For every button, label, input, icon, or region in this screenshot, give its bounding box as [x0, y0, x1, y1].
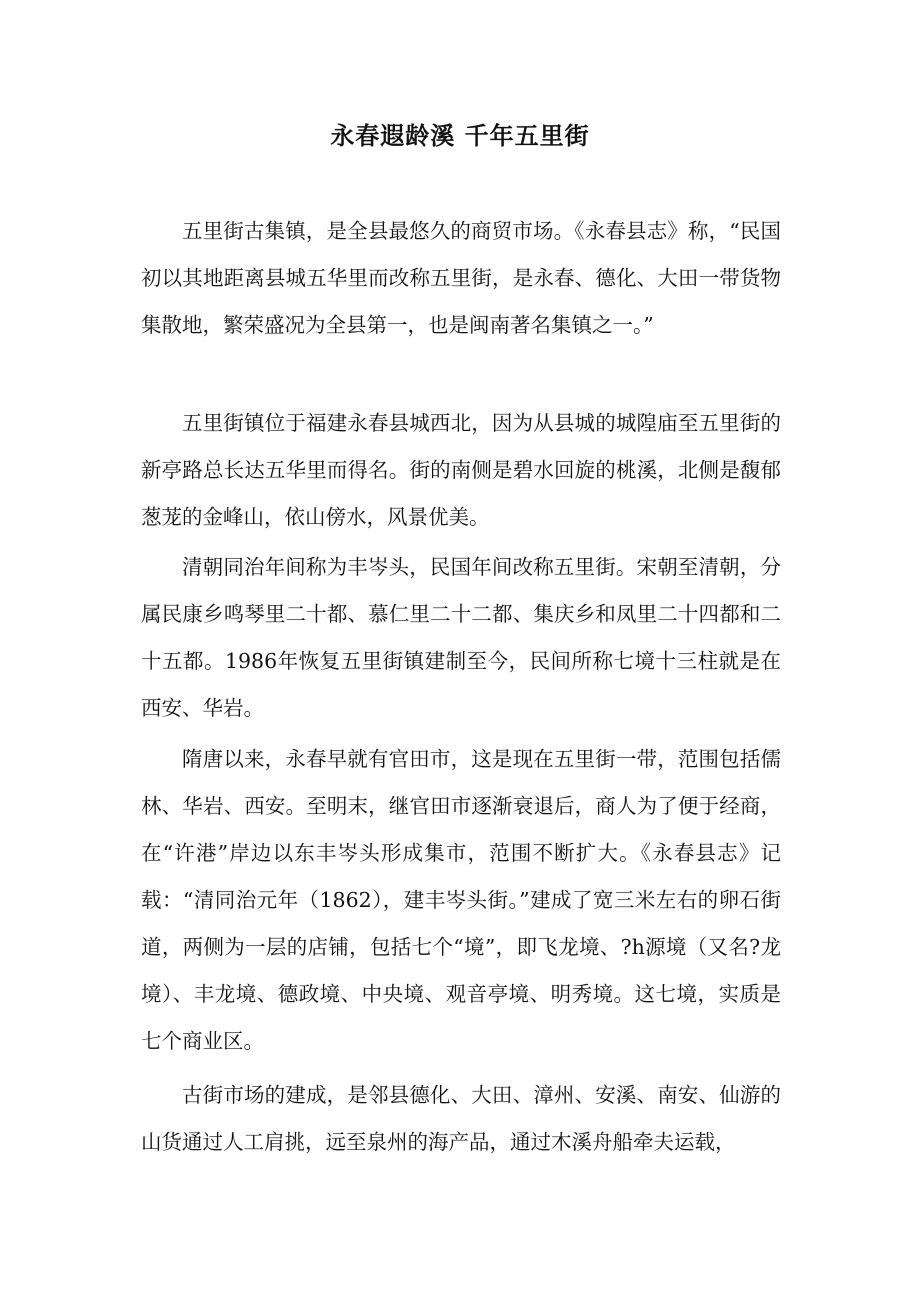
document-title: 永春遐龄溪 千年五里街 [330, 121, 590, 150]
paragraph-2: 五里街镇位于福建永春县城西北，因为从县城的城隍庙至五里街的新亭路总长达五华里而得名。街的南侧是碧水回旋的桃溪，北侧是馥郁葱茏的金峰山，依山傍水，风景优美。 [141, 411, 781, 529]
paragraph-3: 清朝同治年间称为丰岑头，民国年间改称五里街。宋朝至清朝，分属民康乡鸣琴里二十都、慕仁里二十二都、集庆乡和凤里二十四都和二十五都。1986年恢复五里街镇建制至今，民间所称七境十三柱就是在西安、华岩。 [141, 555, 781, 720]
paragraph-5: 古街市场的建成，是邻县德化、大田、漳州、安溪、南安、仙游的山货通过人工肩挑，远至泉州的海产品，通过木溪舟船牵夫运载， [141, 1083, 781, 1154]
paragraph-1: 五里街古集镇，是全县最悠久的商贸市场。《永春县志》称，“民国初以其地距离县城五华里而改称五里街，是永春、德化、大田一带货物集散地，繁荣盛况为全县第一，也是闽南著名集镇之一。” [141, 219, 781, 337]
paragraph-4: 隋唐以来，永春早就有官田市，这是现在五里街一带，范围包括儒林、华岩、西安。至明末，继官田市逐渐衰退后，商人为了便于经商，在“许港”岸边以东丰岑头形成集市，范围不断扩大。《永春县志》记载：“清同治元年（1862），建丰岑头街。”建成了宽三米左右的卵石街道，两侧为一层的店铺，包括七个“境”，即飞龙境、?h源境（又名?龙境）、丰龙境、德政境、中央境、观音亭境、明秀境。这七境，实质是七个商业区。 [141, 747, 781, 1053]
